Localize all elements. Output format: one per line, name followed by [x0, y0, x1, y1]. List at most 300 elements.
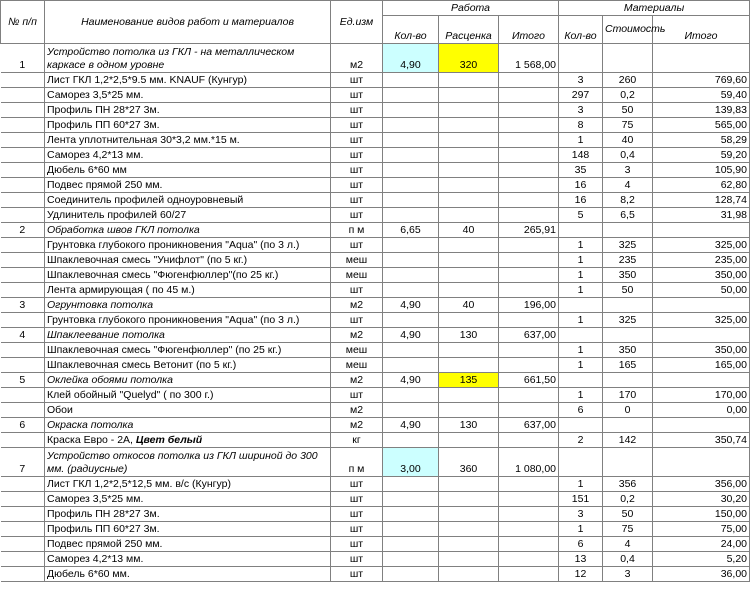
- work-rate-cell[interactable]: [439, 88, 499, 103]
- work-total-cell[interactable]: [499, 268, 559, 283]
- item-name-cell[interactable]: Саморез 3,5*25 мм.: [45, 88, 331, 103]
- unit-cell[interactable]: кг: [331, 433, 383, 448]
- material-total-cell[interactable]: 356,00: [653, 477, 750, 492]
- item-name-cell[interactable]: Шпаклевочная смесь "Фюгенфюллер" (по 25 кг.): [45, 343, 331, 358]
- work-total-cell[interactable]: [499, 163, 559, 178]
- work-total-cell[interactable]: [499, 283, 559, 298]
- work-rate-cell[interactable]: [439, 208, 499, 223]
- unit-cell[interactable]: м2: [331, 418, 383, 433]
- work-rate-cell[interactable]: [439, 268, 499, 283]
- work-rate-cell[interactable]: [439, 118, 499, 133]
- unit-cell[interactable]: шт: [331, 477, 383, 492]
- material-total-cell[interactable]: 350,00: [653, 343, 750, 358]
- material-qty-cell[interactable]: 12: [559, 567, 603, 582]
- item-name-cell[interactable]: Дюбель 6*60 мм: [45, 163, 331, 178]
- unit-cell[interactable]: м2: [331, 373, 383, 388]
- item-name-cell[interactable]: Шпаклеевание потолка: [45, 328, 331, 343]
- row-number-cell[interactable]: [1, 507, 45, 522]
- row-number-cell[interactable]: [1, 403, 45, 418]
- work-qty-cell[interactable]: 4,90: [383, 44, 439, 73]
- material-qty-cell[interactable]: 8: [559, 118, 603, 133]
- work-rate-cell[interactable]: [439, 313, 499, 328]
- material-cost-cell[interactable]: [603, 298, 653, 313]
- material-total-cell[interactable]: [653, 223, 750, 238]
- unit-cell[interactable]: шт: [331, 208, 383, 223]
- row-number-cell[interactable]: [1, 343, 45, 358]
- unit-cell[interactable]: меш: [331, 343, 383, 358]
- item-name-cell[interactable]: Шпаклевочная смесь "Унифлот" (по 5 кг.): [45, 253, 331, 268]
- work-qty-cell[interactable]: [383, 118, 439, 133]
- unit-cell[interactable]: шт: [331, 118, 383, 133]
- item-name-cell[interactable]: Оклейка обоями потолка: [45, 373, 331, 388]
- unit-cell[interactable]: шт: [331, 567, 383, 582]
- item-name-cell[interactable]: Саморез 4,2*13 мм.: [45, 552, 331, 567]
- material-total-cell[interactable]: 350,74: [653, 433, 750, 448]
- work-qty-cell[interactable]: [383, 103, 439, 118]
- work-qty-cell[interactable]: [383, 238, 439, 253]
- unit-cell[interactable]: меш: [331, 268, 383, 283]
- work-total-cell[interactable]: [499, 193, 559, 208]
- row-number-cell[interactable]: [1, 253, 45, 268]
- work-total-cell[interactable]: [499, 238, 559, 253]
- item-name-cell[interactable]: Лист ГКЛ 1,2*2,5*9.5 мм. KNAUF (Кунгур): [45, 73, 331, 88]
- material-cost-cell[interactable]: 3: [603, 163, 653, 178]
- item-name-cell[interactable]: Соединитель профилей одноуровневый: [45, 193, 331, 208]
- material-qty-cell[interactable]: 13: [559, 552, 603, 567]
- material-total-cell[interactable]: 58,29: [653, 133, 750, 148]
- row-number-cell[interactable]: [1, 358, 45, 373]
- unit-cell[interactable]: шт: [331, 283, 383, 298]
- row-number-cell[interactable]: 6: [1, 418, 45, 433]
- material-qty-cell[interactable]: 2: [559, 433, 603, 448]
- row-number-cell[interactable]: [1, 193, 45, 208]
- work-total-cell[interactable]: 637,00: [499, 328, 559, 343]
- item-name-cell[interactable]: Окраска потолка: [45, 418, 331, 433]
- unit-cell[interactable]: шт: [331, 148, 383, 163]
- material-cost-cell[interactable]: [603, 223, 653, 238]
- material-cost-cell[interactable]: 0,2: [603, 492, 653, 507]
- item-name-cell[interactable]: Удлинитель профилей 60/27: [45, 208, 331, 223]
- unit-cell[interactable]: шт: [331, 552, 383, 567]
- material-cost-cell[interactable]: 75: [603, 522, 653, 537]
- material-total-cell[interactable]: [653, 298, 750, 313]
- row-number-cell[interactable]: [1, 283, 45, 298]
- work-total-cell[interactable]: [499, 88, 559, 103]
- material-qty-cell[interactable]: 1: [559, 283, 603, 298]
- row-number-cell[interactable]: [1, 148, 45, 163]
- work-qty-cell[interactable]: [383, 522, 439, 537]
- row-number-cell[interactable]: [1, 178, 45, 193]
- work-total-cell[interactable]: [499, 388, 559, 403]
- unit-cell[interactable]: шт: [331, 103, 383, 118]
- work-total-cell[interactable]: [499, 103, 559, 118]
- material-total-cell[interactable]: [653, 373, 750, 388]
- unit-cell[interactable]: м2: [331, 44, 383, 73]
- unit-cell[interactable]: шт: [331, 73, 383, 88]
- material-cost-cell[interactable]: 4: [603, 178, 653, 193]
- work-qty-cell[interactable]: [383, 193, 439, 208]
- row-number-cell[interactable]: [1, 477, 45, 492]
- item-name-cell[interactable]: Саморез 4,2*13 мм.: [45, 148, 331, 163]
- material-total-cell[interactable]: [653, 418, 750, 433]
- unit-cell[interactable]: п м: [331, 223, 383, 238]
- item-name-cell[interactable]: Подвес прямой 250 мм.: [45, 537, 331, 552]
- material-total-cell[interactable]: 36,00: [653, 567, 750, 582]
- row-number-cell[interactable]: [1, 133, 45, 148]
- material-cost-cell[interactable]: 40: [603, 133, 653, 148]
- work-qty-cell[interactable]: [383, 313, 439, 328]
- work-rate-cell[interactable]: [439, 552, 499, 567]
- material-qty-cell[interactable]: 151: [559, 492, 603, 507]
- work-qty-cell[interactable]: [383, 148, 439, 163]
- row-number-cell[interactable]: [1, 238, 45, 253]
- material-qty-cell[interactable]: 16: [559, 178, 603, 193]
- row-number-cell[interactable]: 4: [1, 328, 45, 343]
- material-cost-cell[interactable]: 4: [603, 537, 653, 552]
- work-total-cell[interactable]: 265,91: [499, 223, 559, 238]
- work-qty-cell[interactable]: [383, 388, 439, 403]
- work-qty-cell[interactable]: [383, 73, 439, 88]
- material-total-cell[interactable]: 75,00: [653, 522, 750, 537]
- material-total-cell[interactable]: 150,00: [653, 507, 750, 522]
- row-number-cell[interactable]: [1, 88, 45, 103]
- work-total-cell[interactable]: 1 080,00: [499, 448, 559, 477]
- row-number-cell[interactable]: 5: [1, 373, 45, 388]
- material-total-cell[interactable]: 59,40: [653, 88, 750, 103]
- unit-cell[interactable]: м2: [331, 403, 383, 418]
- material-total-cell[interactable]: 24,00: [653, 537, 750, 552]
- work-rate-cell[interactable]: 40: [439, 223, 499, 238]
- work-qty-cell[interactable]: 6,65: [383, 223, 439, 238]
- material-total-cell[interactable]: 170,00: [653, 388, 750, 403]
- unit-cell[interactable]: шт: [331, 537, 383, 552]
- work-rate-cell[interactable]: 360: [439, 448, 499, 477]
- item-name-cell[interactable]: Саморез 3,5*25 мм.: [45, 492, 331, 507]
- material-cost-cell[interactable]: [603, 448, 653, 477]
- work-qty-cell[interactable]: [383, 163, 439, 178]
- work-qty-cell[interactable]: [383, 283, 439, 298]
- row-number-cell[interactable]: [1, 567, 45, 582]
- material-cost-cell[interactable]: [603, 418, 653, 433]
- work-qty-cell[interactable]: [383, 433, 439, 448]
- material-qty-cell[interactable]: 35: [559, 163, 603, 178]
- unit-cell[interactable]: шт: [331, 522, 383, 537]
- material-cost-cell[interactable]: 50: [603, 103, 653, 118]
- work-rate-cell[interactable]: [439, 477, 499, 492]
- work-rate-cell[interactable]: [439, 492, 499, 507]
- material-qty-cell[interactable]: 5: [559, 208, 603, 223]
- material-cost-cell[interactable]: [603, 373, 653, 388]
- material-cost-cell[interactable]: [603, 328, 653, 343]
- material-total-cell[interactable]: 31,98: [653, 208, 750, 223]
- work-total-cell[interactable]: [499, 133, 559, 148]
- work-qty-cell[interactable]: 3,00: [383, 448, 439, 477]
- material-qty-cell[interactable]: 1: [559, 238, 603, 253]
- work-rate-cell[interactable]: [439, 358, 499, 373]
- material-qty-cell[interactable]: 1: [559, 477, 603, 492]
- material-cost-cell[interactable]: 75: [603, 118, 653, 133]
- item-name-cell[interactable]: Обработка швов ГКЛ потолка: [45, 223, 331, 238]
- material-total-cell[interactable]: 325,00: [653, 238, 750, 253]
- material-cost-cell[interactable]: 325: [603, 238, 653, 253]
- material-total-cell[interactable]: 165,00: [653, 358, 750, 373]
- item-name-cell[interactable]: Профиль ПП 60*27 3м.: [45, 118, 331, 133]
- work-rate-cell[interactable]: [439, 283, 499, 298]
- material-qty-cell[interactable]: [559, 223, 603, 238]
- work-rate-cell[interactable]: [439, 522, 499, 537]
- work-qty-cell[interactable]: [383, 253, 439, 268]
- work-total-cell[interactable]: [499, 492, 559, 507]
- material-cost-cell[interactable]: 50: [603, 283, 653, 298]
- work-qty-cell[interactable]: [383, 208, 439, 223]
- material-cost-cell[interactable]: 356: [603, 477, 653, 492]
- row-number-cell[interactable]: [1, 492, 45, 507]
- item-name-cell[interactable]: Шпаклевочная смесь Ветонит (по 5 кг.): [45, 358, 331, 373]
- material-qty-cell[interactable]: 148: [559, 148, 603, 163]
- material-qty-cell[interactable]: [559, 328, 603, 343]
- work-rate-cell[interactable]: [439, 433, 499, 448]
- unit-cell[interactable]: шт: [331, 388, 383, 403]
- material-qty-cell[interactable]: 1: [559, 253, 603, 268]
- work-total-cell[interactable]: [499, 433, 559, 448]
- item-name-cell[interactable]: Устройство потолка из ГКЛ - на металлическом каркасе в одном уровне: [45, 44, 331, 73]
- row-number-cell[interactable]: 7: [1, 448, 45, 477]
- material-qty-cell[interactable]: 297: [559, 88, 603, 103]
- material-qty-cell[interactable]: 1: [559, 343, 603, 358]
- item-name-cell[interactable]: Дюбель 6*60 мм.: [45, 567, 331, 582]
- work-qty-cell[interactable]: [383, 552, 439, 567]
- item-name-cell[interactable]: Клей обойный "Quelyd" ( по 300 г.): [45, 388, 331, 403]
- work-rate-cell[interactable]: [439, 343, 499, 358]
- row-number-cell[interactable]: 1: [1, 44, 45, 73]
- material-total-cell[interactable]: [653, 328, 750, 343]
- work-qty-cell[interactable]: 4,90: [383, 328, 439, 343]
- material-total-cell[interactable]: 769,60: [653, 73, 750, 88]
- work-total-cell[interactable]: [499, 567, 559, 582]
- work-rate-cell[interactable]: [439, 253, 499, 268]
- work-qty-cell[interactable]: [383, 507, 439, 522]
- work-total-cell[interactable]: [499, 358, 559, 373]
- material-cost-cell[interactable]: 350: [603, 268, 653, 283]
- material-total-cell[interactable]: 325,00: [653, 313, 750, 328]
- work-qty-cell[interactable]: [383, 477, 439, 492]
- work-rate-cell[interactable]: 135: [439, 373, 499, 388]
- work-rate-cell[interactable]: [439, 507, 499, 522]
- row-number-cell[interactable]: 2: [1, 223, 45, 238]
- unit-cell[interactable]: меш: [331, 253, 383, 268]
- item-name-cell[interactable]: Обои: [45, 403, 331, 418]
- material-qty-cell[interactable]: [559, 298, 603, 313]
- row-number-cell[interactable]: [1, 313, 45, 328]
- work-qty-cell[interactable]: [383, 343, 439, 358]
- material-total-cell[interactable]: 0,00: [653, 403, 750, 418]
- work-rate-cell[interactable]: 320: [439, 44, 499, 73]
- work-total-cell[interactable]: [499, 403, 559, 418]
- material-qty-cell[interactable]: [559, 373, 603, 388]
- row-number-cell[interactable]: 3: [1, 298, 45, 313]
- row-number-cell[interactable]: [1, 208, 45, 223]
- unit-cell[interactable]: меш: [331, 358, 383, 373]
- work-rate-cell[interactable]: [439, 403, 499, 418]
- material-cost-cell[interactable]: 0: [603, 403, 653, 418]
- material-qty-cell[interactable]: 6: [559, 403, 603, 418]
- item-name-cell[interactable]: Подвес прямой 250 мм.: [45, 178, 331, 193]
- work-rate-cell[interactable]: 130: [439, 418, 499, 433]
- material-qty-cell[interactable]: [559, 448, 603, 477]
- item-name-cell[interactable]: Лента армирующая ( по 45 м.): [45, 283, 331, 298]
- material-total-cell[interactable]: 62,80: [653, 178, 750, 193]
- work-qty-cell[interactable]: [383, 133, 439, 148]
- work-total-cell[interactable]: [499, 208, 559, 223]
- work-total-cell[interactable]: [499, 73, 559, 88]
- row-number-cell[interactable]: [1, 268, 45, 283]
- work-total-cell[interactable]: [499, 148, 559, 163]
- work-qty-cell[interactable]: [383, 567, 439, 582]
- work-total-cell[interactable]: [499, 313, 559, 328]
- material-total-cell[interactable]: 105,90: [653, 163, 750, 178]
- material-cost-cell[interactable]: 325: [603, 313, 653, 328]
- work-rate-cell[interactable]: [439, 178, 499, 193]
- work-qty-cell[interactable]: [383, 537, 439, 552]
- material-qty-cell[interactable]: 6: [559, 537, 603, 552]
- work-rate-cell[interactable]: 40: [439, 298, 499, 313]
- unit-cell[interactable]: шт: [331, 193, 383, 208]
- work-total-cell[interactable]: [499, 253, 559, 268]
- work-rate-cell[interactable]: [439, 388, 499, 403]
- unit-cell[interactable]: м2: [331, 328, 383, 343]
- material-total-cell[interactable]: 59,20: [653, 148, 750, 163]
- material-qty-cell[interactable]: 1: [559, 388, 603, 403]
- material-cost-cell[interactable]: 142: [603, 433, 653, 448]
- row-number-cell[interactable]: [1, 163, 45, 178]
- material-cost-cell[interactable]: 0,2: [603, 88, 653, 103]
- unit-cell[interactable]: шт: [331, 313, 383, 328]
- material-total-cell[interactable]: 350,00: [653, 268, 750, 283]
- unit-cell[interactable]: шт: [331, 133, 383, 148]
- work-rate-cell[interactable]: [439, 193, 499, 208]
- work-qty-cell[interactable]: [383, 178, 439, 193]
- material-total-cell[interactable]: 50,00: [653, 283, 750, 298]
- work-total-cell[interactable]: 637,00: [499, 418, 559, 433]
- material-qty-cell[interactable]: 3: [559, 73, 603, 88]
- row-number-cell[interactable]: [1, 522, 45, 537]
- material-total-cell[interactable]: 30,20: [653, 492, 750, 507]
- material-cost-cell[interactable]: 8,2: [603, 193, 653, 208]
- material-cost-cell[interactable]: 165: [603, 358, 653, 373]
- work-rate-cell[interactable]: 130: [439, 328, 499, 343]
- item-name-cell[interactable]: Огрунтовка потолка: [45, 298, 331, 313]
- work-total-cell[interactable]: [499, 537, 559, 552]
- work-rate-cell[interactable]: [439, 537, 499, 552]
- work-total-cell[interactable]: [499, 178, 559, 193]
- material-qty-cell[interactable]: 1: [559, 313, 603, 328]
- work-qty-cell[interactable]: 4,90: [383, 418, 439, 433]
- row-number-cell[interactable]: [1, 433, 45, 448]
- material-cost-cell[interactable]: 6,5: [603, 208, 653, 223]
- work-qty-cell[interactable]: [383, 88, 439, 103]
- material-total-cell[interactable]: 139,83: [653, 103, 750, 118]
- material-qty-cell[interactable]: 1: [559, 133, 603, 148]
- unit-cell[interactable]: м2: [331, 298, 383, 313]
- work-total-cell[interactable]: [499, 118, 559, 133]
- item-name-cell[interactable]: Шпаклевочная смесь "Фюгенфюллер"(по 25 кг.): [45, 268, 331, 283]
- row-number-cell[interactable]: [1, 388, 45, 403]
- work-rate-cell[interactable]: [439, 163, 499, 178]
- material-total-cell[interactable]: 235,00: [653, 253, 750, 268]
- work-total-cell[interactable]: [499, 552, 559, 567]
- material-qty-cell[interactable]: 1: [559, 522, 603, 537]
- unit-cell[interactable]: шт: [331, 238, 383, 253]
- item-name-cell[interactable]: Профиль ПП 60*27 3м.: [45, 522, 331, 537]
- material-total-cell[interactable]: 565,00: [653, 118, 750, 133]
- item-name-cell[interactable]: Лента уплотнительная 30*3,2 мм.*15 м.: [45, 133, 331, 148]
- material-cost-cell[interactable]: 50: [603, 507, 653, 522]
- material-cost-cell[interactable]: 0,4: [603, 148, 653, 163]
- item-name-cell[interactable]: Профиль ПН 28*27 3м.: [45, 103, 331, 118]
- work-total-cell[interactable]: 196,00: [499, 298, 559, 313]
- unit-cell[interactable]: шт: [331, 163, 383, 178]
- material-cost-cell[interactable]: 260: [603, 73, 653, 88]
- work-qty-cell[interactable]: 4,90: [383, 373, 439, 388]
- unit-cell[interactable]: шт: [331, 88, 383, 103]
- work-qty-cell[interactable]: [383, 492, 439, 507]
- material-qty-cell[interactable]: 1: [559, 358, 603, 373]
- material-cost-cell[interactable]: [603, 44, 653, 73]
- work-rate-cell[interactable]: [439, 103, 499, 118]
- row-number-cell[interactable]: [1, 537, 45, 552]
- material-cost-cell[interactable]: 0,4: [603, 552, 653, 567]
- work-rate-cell[interactable]: [439, 567, 499, 582]
- item-name-cell[interactable]: Лист ГКЛ 1,2*2,5*12,5 мм. в/с (Кунгур): [45, 477, 331, 492]
- material-total-cell[interactable]: 128,74: [653, 193, 750, 208]
- material-qty-cell[interactable]: [559, 44, 603, 73]
- material-cost-cell[interactable]: 235: [603, 253, 653, 268]
- material-qty-cell[interactable]: 3: [559, 507, 603, 522]
- unit-cell[interactable]: шт: [331, 492, 383, 507]
- row-number-cell[interactable]: [1, 118, 45, 133]
- work-rate-cell[interactable]: [439, 238, 499, 253]
- work-qty-cell[interactable]: 4,90: [383, 298, 439, 313]
- work-qty-cell[interactable]: [383, 403, 439, 418]
- material-qty-cell[interactable]: 3: [559, 103, 603, 118]
- unit-cell[interactable]: шт: [331, 178, 383, 193]
- work-total-cell[interactable]: [499, 343, 559, 358]
- material-qty-cell[interactable]: 16: [559, 193, 603, 208]
- unit-cell[interactable]: шт: [331, 507, 383, 522]
- material-qty-cell[interactable]: [559, 418, 603, 433]
- row-number-cell[interactable]: [1, 552, 45, 567]
- work-total-cell[interactable]: 1 568,00: [499, 44, 559, 73]
- work-total-cell[interactable]: [499, 522, 559, 537]
- work-total-cell[interactable]: [499, 477, 559, 492]
- material-cost-cell[interactable]: 3: [603, 567, 653, 582]
- work-total-cell[interactable]: 661,50: [499, 373, 559, 388]
- material-qty-cell[interactable]: 1: [559, 268, 603, 283]
- item-name-cell[interactable]: Грунтовка глубокого проникновения "Aqua" (по 3 л.): [45, 313, 331, 328]
- material-cost-cell[interactable]: 350: [603, 343, 653, 358]
- material-total-cell[interactable]: [653, 448, 750, 477]
- item-name-cell[interactable]: Профиль ПН 28*27 3м.: [45, 507, 331, 522]
- work-qty-cell[interactable]: [383, 268, 439, 283]
- item-name-cell[interactable]: [45, 433, 331, 448]
- item-name-cell[interactable]: Грунтовка глубокого проникновения "Aqua" (по 3 л.): [45, 238, 331, 253]
- work-rate-cell[interactable]: [439, 133, 499, 148]
- row-number-cell[interactable]: [1, 73, 45, 88]
- material-total-cell[interactable]: [653, 44, 750, 73]
- work-rate-cell[interactable]: [439, 73, 499, 88]
- work-rate-cell[interactable]: [439, 148, 499, 163]
- material-total-cell[interactable]: 5,20: [653, 552, 750, 567]
